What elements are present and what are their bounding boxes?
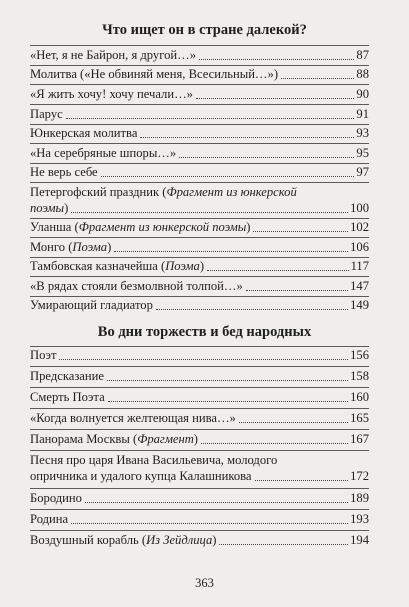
toc-entry xyxy=(30,66,369,82)
toc-entry xyxy=(30,47,369,63)
divider xyxy=(30,182,369,183)
leader-dots xyxy=(114,250,348,252)
divider xyxy=(30,366,369,367)
toc-entry xyxy=(30,347,369,363)
leader-dots xyxy=(140,136,354,138)
entry-title: Песня про царя Ивана Васильевича, молодого xyxy=(30,453,278,467)
entry-title-continued: поэмы) xyxy=(30,201,69,215)
leader-dots xyxy=(71,522,348,524)
entry-page: 97 xyxy=(356,165,369,179)
entry-title-continued: опричника и удалого купца Калашникова xyxy=(30,469,252,483)
toc-entry xyxy=(30,389,369,405)
entry-title: Парус xyxy=(30,107,63,121)
leader-dots xyxy=(219,543,348,545)
leader-dots xyxy=(196,97,354,99)
page-number: 363 xyxy=(195,576,214,590)
leader-dots xyxy=(253,230,348,232)
entry-page: 160 xyxy=(350,390,369,404)
toc-entry xyxy=(30,219,369,235)
entry-title: «На серебряные шпоры…» xyxy=(30,146,177,160)
leader-dots xyxy=(255,479,349,481)
leader-dots xyxy=(179,156,354,158)
toc-entry xyxy=(30,125,369,141)
leader-dots xyxy=(66,117,355,119)
entry-page: 93 xyxy=(356,126,369,140)
toc-entry xyxy=(30,452,369,484)
section-title: Что ищет он в стране далекой? xyxy=(102,22,307,38)
entry-page: 189 xyxy=(350,491,369,505)
toc-entry xyxy=(30,184,369,216)
entry-title: Уланша (Фрагмент из юнкерской поэмы) xyxy=(30,220,251,234)
entry-title: Тамбовская казначейша (Поэма) xyxy=(30,259,205,273)
leader-dots xyxy=(101,175,355,177)
toc-entry xyxy=(30,86,369,102)
entry-title: «В рядах стояли безмолвной толпой…» xyxy=(30,279,243,293)
entry-title: Воздушный корабль (Из Зейдлица) xyxy=(30,533,217,547)
leader-dots xyxy=(108,400,348,402)
toc-entry xyxy=(30,490,369,506)
toc-entry xyxy=(30,431,369,447)
entry-title: Родина xyxy=(30,512,69,526)
divider xyxy=(30,276,369,277)
entry-title: «Я жить хочу! хочу печали…» xyxy=(30,87,193,101)
divider xyxy=(30,429,369,430)
entry-title: Смерть Поэта xyxy=(30,390,105,404)
entry-page: 91 xyxy=(356,107,369,121)
divider xyxy=(30,450,369,451)
entry-page: 100 xyxy=(350,201,369,215)
entry-title: «Нет, я не Байрон, я другой…» xyxy=(30,48,196,62)
divider xyxy=(30,143,369,144)
entry-page: 165 xyxy=(350,411,369,425)
entry-title: Не верь себе xyxy=(30,165,98,179)
divider xyxy=(30,408,369,409)
toc-entry xyxy=(30,239,369,255)
entry-title: Бородино xyxy=(30,491,82,505)
toc-entry xyxy=(30,511,369,527)
entry-page: 194 xyxy=(350,533,369,547)
leader-dots xyxy=(107,379,348,381)
toc-entry xyxy=(30,145,369,161)
entry-page: 117 xyxy=(350,259,369,273)
toc-entry xyxy=(30,258,369,274)
entry-title: Монго (Поэма) xyxy=(30,240,112,254)
entry-page: 156 xyxy=(350,348,369,362)
entry-page: 158 xyxy=(350,369,369,383)
leader-dots xyxy=(199,58,354,60)
leader-dots xyxy=(201,442,348,444)
entry-page: 87 xyxy=(356,48,369,62)
divider xyxy=(30,237,369,238)
divider xyxy=(30,104,369,105)
leader-dots xyxy=(156,308,348,310)
entry-page: 193 xyxy=(350,512,369,526)
entry-title: Петергофский праздник (Фрагмент из юнкерской xyxy=(30,185,297,199)
toc-entry xyxy=(30,410,369,426)
entry-page: 147 xyxy=(350,279,369,293)
divider xyxy=(30,530,369,531)
entry-title: Юнкерская молитва xyxy=(30,126,138,140)
leader-dots xyxy=(85,501,348,503)
entry-page: 167 xyxy=(350,432,369,446)
toc-entry xyxy=(30,278,369,294)
entry-page: 102 xyxy=(350,220,369,234)
entry-page: 172 xyxy=(350,469,369,483)
entry-page: 106 xyxy=(350,240,369,254)
toc-entry xyxy=(30,297,369,313)
toc-entry xyxy=(30,368,369,384)
toc-entry xyxy=(30,106,369,122)
divider xyxy=(30,509,369,510)
entry-page: 95 xyxy=(356,146,369,160)
leader-dots xyxy=(59,358,348,360)
leader-dots xyxy=(71,211,348,213)
entry-title: Поэт xyxy=(30,348,57,362)
leader-dots xyxy=(281,77,354,79)
entry-title: Молитва («Не обвиняй меня, Всесильный…») xyxy=(30,67,279,81)
toc-entry xyxy=(30,532,369,548)
entry-title: Умирающий гладиатор xyxy=(30,298,153,312)
leader-dots xyxy=(246,289,348,291)
toc-entry xyxy=(30,164,369,180)
divider xyxy=(30,387,369,388)
divider xyxy=(30,45,369,46)
entry-title: «Когда волнуется желтеющая нива…» xyxy=(30,411,236,425)
divider xyxy=(30,84,369,85)
leader-dots xyxy=(207,269,349,271)
entry-page: 90 xyxy=(356,87,369,101)
entry-page: 88 xyxy=(356,67,369,81)
entry-title: Предсказание xyxy=(30,369,104,383)
entry-page: 149 xyxy=(350,298,369,312)
leader-dots xyxy=(239,421,348,423)
divider xyxy=(30,488,369,489)
section-title: Во дни торжеств и бед народных xyxy=(97,324,312,340)
entry-title: Панорама Москвы (Фрагмент) xyxy=(30,432,198,446)
